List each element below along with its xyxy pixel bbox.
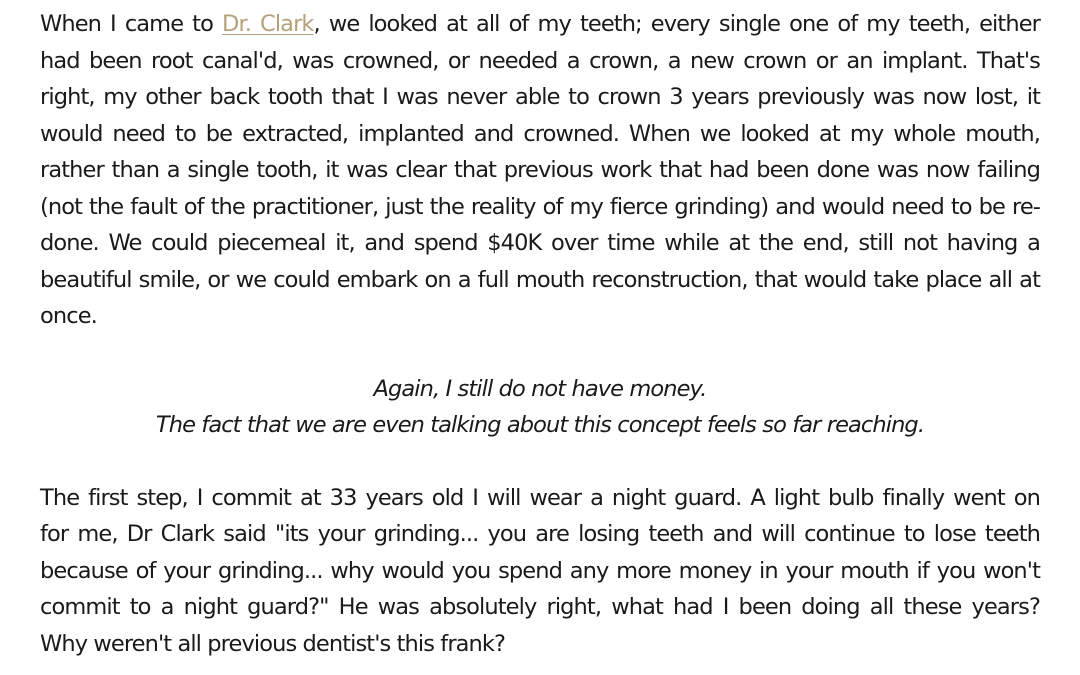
text-segment: , we looked at all of my teeth; every single one of my teeth, either [313, 11, 1040, 37]
dr-clark-link[interactable]: Dr. Clark [222, 11, 314, 37]
paragraph-line: rather than a single tooth, it was clear that previous work that had been done was now failing [40, 157, 1040, 183]
quote-line: The fact that we are even talking about this concept feels so far reaching. [155, 412, 925, 438]
quote-line: Again, I still do not have money. [373, 375, 707, 402]
pull-quote [40, 371, 1040, 444]
paragraph-line: had been root canal'd, was crowned, or needed a crown, a new crown or an implant. That's [40, 47, 1040, 74]
text-segment: When I came to [40, 11, 223, 37]
paragraph-line: done. We could piecemeal it, and spend $40K over time while at the end, still not having a [40, 230, 1040, 256]
paragraph-line: for me, Dr Clark said "its your grinding... you are losing teeth and will continue to lose teeth [40, 521, 1040, 547]
paragraph-line: commit to a night guard?" He was absolutely right, what had I been doing all these years? [40, 594, 1040, 620]
paragraph-line: (not the fault of the practitioner, just the reality of my fierce grinding) and would need to be re- [40, 193, 1040, 220]
paragraph-line: Why weren't all previous dentist's this frank? [40, 630, 506, 657]
paragraph-line: once. [40, 303, 97, 329]
paragraph-line [40, 6, 1040, 43]
paragraph-night-guard [40, 480, 1040, 663]
paragraph-line: The first step, I commit at 33 years old I will wear a night guard. A light bulb finally went on [40, 484, 1040, 511]
article-body [40, 6, 1040, 662]
paragraph-line: beautiful smile, or we could embark on a full mouth reconstruction, that would take place all at [40, 266, 1040, 293]
paragraph-line: right, my other back tooth that I was never able to crown 3 years previously was now lost, it [40, 84, 1040, 110]
paragraph-line: would need to be extracted, implanted and crowned. When we looked at my whole mouth, [40, 120, 1040, 147]
paragraph-dr-clark-exam [40, 6, 1040, 335]
paragraph-line: because of your grinding... why would you spend any more money in your mouth if you won't [40, 557, 1040, 584]
